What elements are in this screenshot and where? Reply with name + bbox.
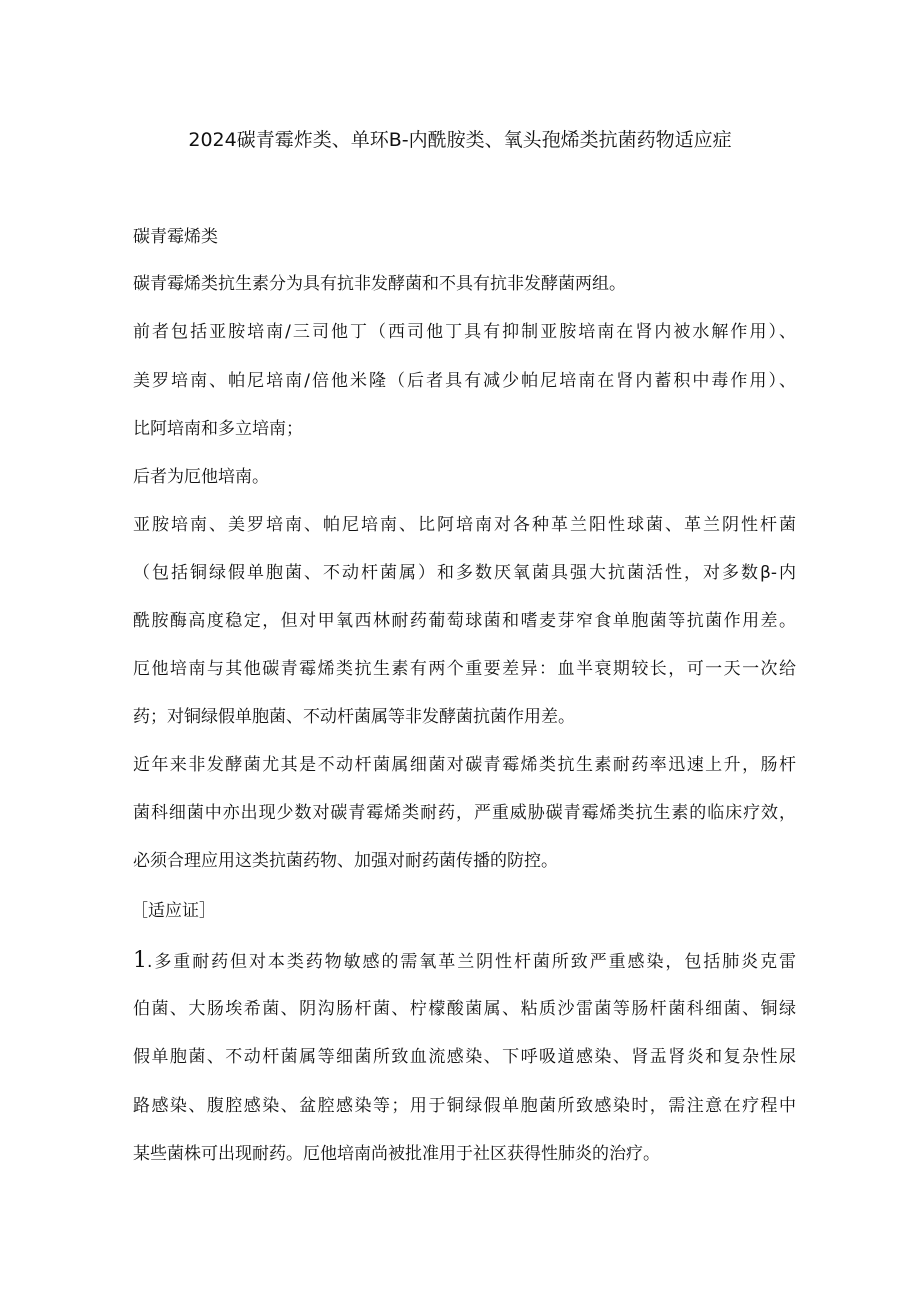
paragraph-line: 某些菌株可出现耐药。厄他培南尚被批准用于社区获得性肺炎的治疗。 [133, 1144, 660, 1164]
document-title: 2024碳青霉炸类、单环B-内酰胺类、氧头孢烯类抗菌药物适应症 [188, 129, 732, 151]
paragraph-line: 近年来非发酵菌尤其是不动杆菌属细菌对碳青霉烯类抗生素耐药率迅速上升，肠杆 [133, 755, 796, 775]
paragraph-line: 亚胺培南、美罗培南、帕尼培南、比阿培南对各种革兰阳性球菌、革兰阴性杆菌 [133, 515, 796, 535]
paragraph-line: 酰胺酶高度稳定，但对甲氧西林耐药葡萄球菌和嗜麦芽窄食单胞菌等抗菌作用差。 [133, 611, 796, 631]
paragraph-line: 厄他培南与其他碳青霉烯类抗生素有两个重要差异：血半衰期较长，可一天一次给 [133, 659, 796, 679]
paragraph-line: 后者为厄他培南。 [133, 467, 269, 487]
paragraph-line: 假单胞菌、不动杆菌属等细菌所致血流感染、下呼吸道感染、肾盂肾炎和复杂性尿 [133, 1047, 796, 1067]
indication-label: ［适应证］ [131, 901, 216, 921]
list-item-text: .多重耐药但对本类药物敏感的需氧革兰阴性杆菌所致严重感染，包括肺炎克雷 [147, 952, 796, 972]
paragraph-line: 必须合理应用这类抗菌药物、加强对耐药菌传播的防控。 [133, 851, 558, 871]
list-item [133, 948, 796, 975]
paragraph-line: 比阿培南和多立培南； [133, 419, 303, 439]
paragraph-line: （包括铜绿假单胞菌、不动杆菌属）和多数厌氧菌具强大抗菌活性，对多数β-内 [133, 563, 796, 583]
section-heading: 碳青霉烯类 [133, 227, 218, 247]
paragraph-line: 伯菌、大肠埃希菌、阴沟肠杆菌、柠檬酸菌属、粘质沙雷菌等肠杆菌科细菌、铜绿 [133, 999, 796, 1019]
list-item-number: 1 [133, 948, 147, 973]
paragraph-line: 菌科细菌中亦出现少数对碳青霉烯类耐药，严重威胁碳青霉烯类抗生素的临床疗效， [133, 803, 796, 823]
paragraph-line: 药；对铜绿假单胞菌、不动杆菌属等非发酵菌抗菌作用差。 [133, 707, 575, 727]
paragraph-line: 前者包括亚胺培南/三司他丁（西司他丁具有抑制亚胺培南在肾内被水解作用）、 [133, 322, 796, 342]
paragraph-line: 美罗培南、帕尼培南/倍他米隆（后者具有减少帕尼培南在肾内蓄积中毒作用）、 [133, 371, 796, 391]
paragraph-line: 碳青霉烯类抗生素分为具有抗非发酵菌和不具有抗非发酵菌两组。 [133, 274, 626, 294]
paragraph-line: 路感染、腹腔感染、盆腔感染等；用于铜绿假单胞菌所致感染时，需注意在疗程中 [133, 1096, 796, 1116]
